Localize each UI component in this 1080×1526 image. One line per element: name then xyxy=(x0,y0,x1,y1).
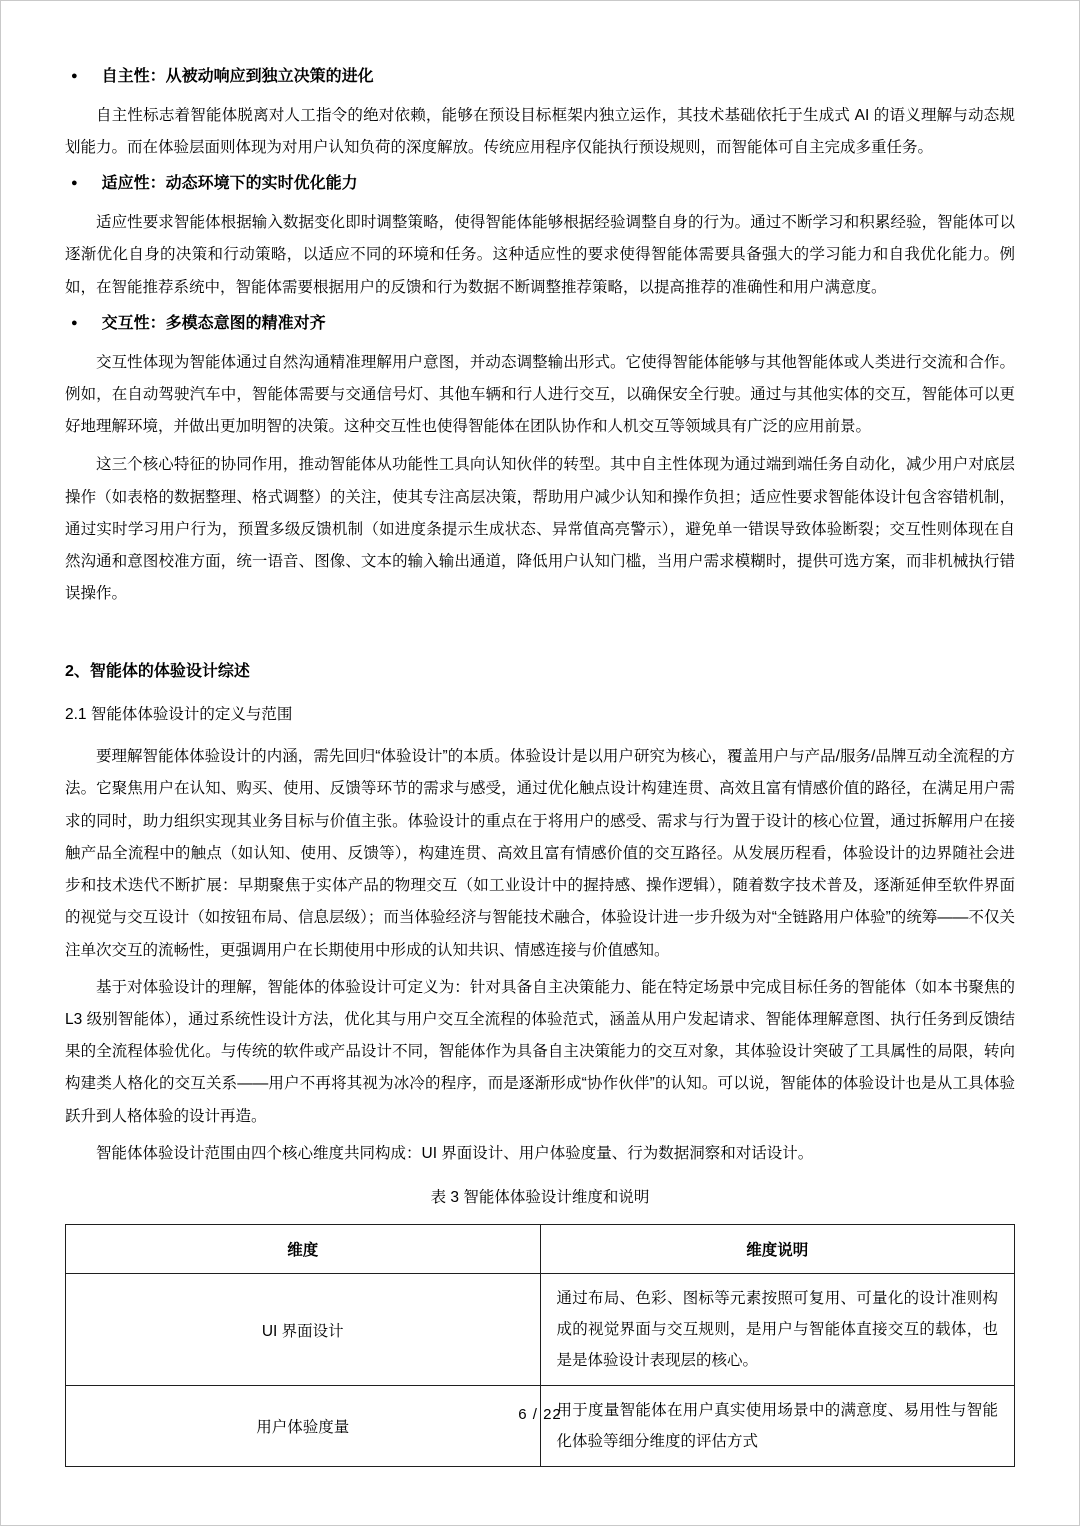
table-cell-dimension: UI 界面设计 xyxy=(66,1274,541,1386)
table-cell-description: 用于度量智能体在用户真实使用场景中的满意度、易用性与智能化体验等细分维度的评估方式 xyxy=(540,1386,1015,1467)
bullet-heading xyxy=(65,310,1015,339)
paragraph-agent-experience-definition: 基于对体验设计的理解，智能体的体验设计可定义为：针对具备自主决策能力、能在特定场景中完成目标任务的智能体（如本书聚焦的 L3 级别智能体），通过系统性设计方法，优化其与用户交互全流程的体验范式，涵盖从用户发起请求、智能体理解意图、执行任务到反馈结果的全流程体验优化。与传统的软件或产品设计不同，智能体作为具备自主决策能力的交互对象，其体验设计突破了工具属性的局限，转向构建类人格化的交互关系——用户不再将其视为冰冷的程序，而是逐渐形成“协作伙伴”的认知。可以说，智能体的体验设计也是从工具体验跃升到人格体验的设计再造。 xyxy=(65,978,1015,1125)
bullet-title: 交互性：多模态意图的精准对齐 xyxy=(101,314,326,332)
bullet-item-interactivity xyxy=(65,310,1015,444)
bullet-item-adaptability xyxy=(65,170,1015,304)
bullet-title: 自主性：从被动响应到独立决策的进化 xyxy=(101,68,374,85)
section-subheading: 2.1 智能体体验设计的定义与范围 xyxy=(65,706,293,724)
paragraph-synergy: 这三个核心特征的协同作用，推动智能体从功能性工具向认知伙伴的转型。其中自主性体现为通过端到端任务自动化，减少用户对底层操作（如表格的数据整理、格式调整）的关注，使其专注高层决策，帮助用户减少认知和操作负担；适应性要求智能体设计包含容错机制，通过实时学习用户行为，预置多级反馈机制（如进度条提示生成状态、异常值高亮警示），避免单一错误导致体验断裂；交互性则体现在自然沟通和意图校准方面，统一语音、图像、文本的输入输出通道，降低用户认知门槛，当用户需求模糊时，提供可选方案，而非机械执行错误操作。 xyxy=(65,456,1015,603)
bullet-heading xyxy=(65,63,1015,92)
table-header-dimension: 维度 xyxy=(66,1225,541,1274)
bullet-icon: ● xyxy=(71,70,78,82)
bullet-item-autonomy xyxy=(65,63,1015,164)
table-header-description: 维度说明 xyxy=(540,1225,1015,1274)
table-header-row xyxy=(66,1225,1015,1274)
table-cell-description: 通过布局、色彩、图标等元素按照可复用、可量化的设计准则构成的视觉界面与交互规则，是用户与智能体直接交互的载体，也是是体验设计表现层的核心。 xyxy=(540,1274,1015,1386)
section-heading: 2、智能体的体验设计综述 xyxy=(65,663,250,681)
bullet-body: 适应性要求智能体根据输入数据变化即时调整策略，使得智能体能够根据经验调整自身的行为。通过不断学习和积累经验，智能体可以逐渐优化自身的决策和行动策略，以适应不同的环境和任务。这种适应性的要求使得智能体需要具备强大的学习能力和自我优化能力。例如，在智能推荐系统中，智能体需要根据用户的反馈和行为数据不断调整推荐策略，以提高推荐的准确性和用户满意度。 xyxy=(65,214,1015,296)
bullet-heading xyxy=(65,170,1015,199)
table-row xyxy=(66,1274,1015,1386)
core-features-list xyxy=(65,63,1015,443)
paragraph-experience-design-definition: 要理解智能体体验设计的内涵，需先回归“体验设计”的本质。体验设计是以用户研究为核心，覆盖用户与产品/服务/品牌互动全流程的方法。它聚焦用户在认知、购买、使用、反馈等环节的需求与感受，通过优化触点设计构建连贯、高效且富有情感价值的路径，在满足用户需求的同时，助力组织实现其业务目标与价值主张。体验设计的重点在于将用户的感受、需求与行为置于设计的核心位置，通过拆解用户在接触产品全流程中的触点（如认知、使用、反馈等），构建连贯、高效且富有情感价值的交互路径。从发展历程看，体验设计的边界随社会进步和技术迭代不断扩展：早期聚焦于实体产品的物理交互（如工业设计中的握持感、操作逻辑），随着数字技术普及，逐渐延伸至软件界面的视觉与交互设计（如按钮布局、信息层级）；而当体验经济与智能技术融合，体验设计进一步升级为对“全链路用户体验”的统筹——不仅关注单次交互的流畅性，更强调用户在长期使用中形成的认知共识、情感连接与价值感知。 xyxy=(65,748,1015,959)
bullet-icon: ● xyxy=(71,177,78,190)
dimensions-table xyxy=(65,1224,1015,1467)
paragraph-four-dimensions: 智能体体验设计范围由四个核心维度共同构成：UI 界面设计、用户体验度量、行为数据洞察和对话设计。 xyxy=(96,1144,814,1162)
table-cell-dimension: 用户体验度量 xyxy=(66,1386,541,1467)
table-row xyxy=(66,1386,1015,1467)
table-caption: 表 3 智能体体验设计维度和说明 xyxy=(430,1189,650,1207)
page-number: 6 / 22 xyxy=(518,1406,562,1423)
bullet-body: 自主性标志着智能体脱离对人工指令的绝对依赖，能够在预设目标框架内独立运作，其技术基础依托于生成式 AI 的语义理解与动态规划能力。而在体验层面则体现为对用户认知负荷的深度解放。传统应用程序仅能执行预设规则，而智能体可自主完成多重任务。 xyxy=(65,106,1015,157)
bullet-title: 适应性：动态环境下的实时优化能力 xyxy=(101,175,358,193)
bullet-body: 交互性体现为智能体通过自然沟通精准理解用户意图，并动态调整输出形式。它使得智能体能够与其他智能体或人类进行交流和合作。例如，在自动驾驶汽车中，智能体需要与交通信号灯、其他车辆和行人进行交互，以确保安全行驶。通过与其他实体的交互，智能体可以更好地理解环境，并做出更加明智的决策。这种交互性也使得智能体在团队协作和人机交互等领域具有广泛的应用前景。 xyxy=(65,353,1015,436)
bullet-icon: ● xyxy=(71,316,78,329)
